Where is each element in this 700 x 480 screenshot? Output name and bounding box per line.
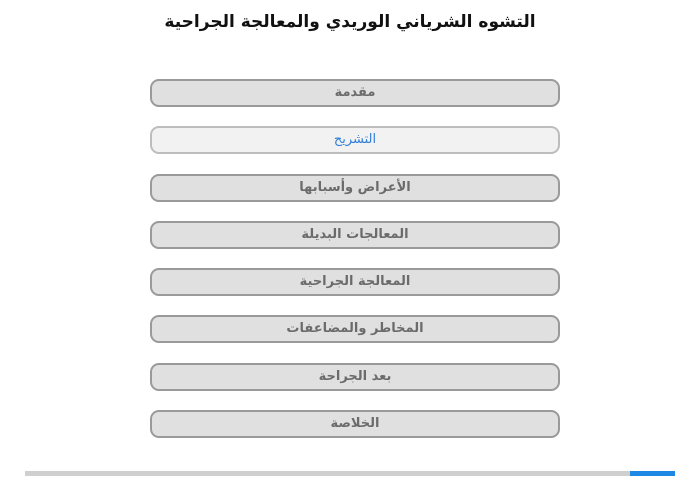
menu-item-surgical-treatment[interactable]: المعالجة الجراحية <box>150 268 560 296</box>
menu-item-introduction[interactable]: مقدمة <box>150 79 560 107</box>
chapter-menu <box>150 79 560 457</box>
progress-bar <box>25 471 675 476</box>
menu-item-after-surgery[interactable]: بعد الجراحة <box>150 363 560 391</box>
menu-item-anatomy[interactable]: التشريح <box>150 126 560 154</box>
menu-item-summary[interactable]: الخلاصة <box>150 410 560 438</box>
menu-item-risks-complications[interactable]: المخاطر والمضاعفات <box>150 315 560 343</box>
menu-item-symptoms[interactable]: الأعراض وأسبابها <box>150 174 560 202</box>
menu-item-alternative-treatments[interactable]: المعالجات البديلة <box>150 221 560 249</box>
page-title: التشوه الشرياني الوريدي والمعالجة الجراحية <box>164 12 536 32</box>
progress-bar-fill <box>630 471 676 476</box>
